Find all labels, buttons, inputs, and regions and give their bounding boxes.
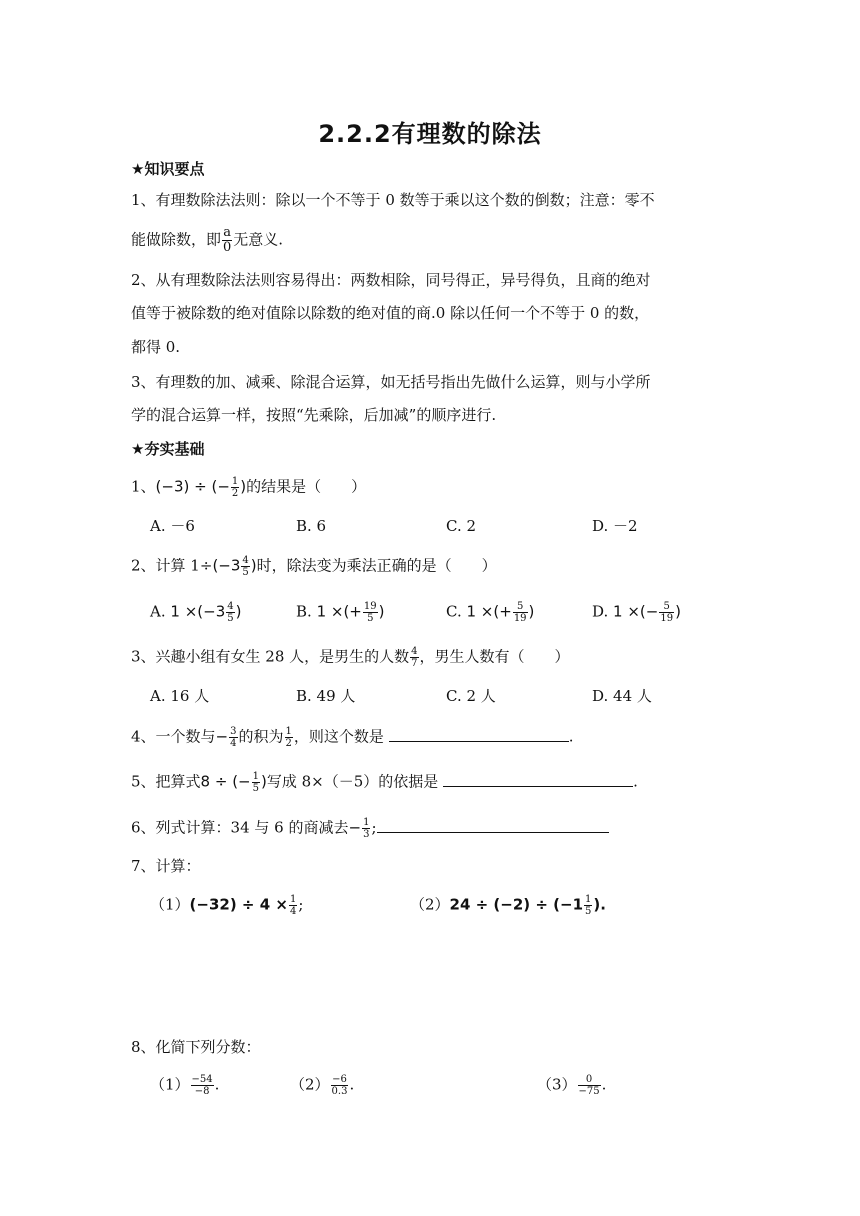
q1-option-d: D. －2 [592, 517, 638, 535]
q7-sub2-end: ). [593, 895, 606, 914]
q3-text-b: ，男生人数有（ ） [419, 647, 570, 666]
frac-num: 3 [230, 726, 237, 737]
frac-num: 0 [578, 1074, 601, 1086]
frac-num: 4 [227, 601, 234, 612]
q5-expr-a: 8 ÷ (− [200, 772, 251, 791]
option-expr-end: ) [675, 602, 681, 621]
q2-text-a: 2、计算 1÷ [131, 556, 213, 575]
knowledge-p1-text-b: 无意义. [233, 230, 284, 249]
q8-item-end: . [601, 1075, 607, 1094]
q5-expr-b: ) [261, 772, 267, 791]
q8-item-label: （2） [290, 1075, 330, 1094]
option-fraction [659, 601, 674, 624]
question-4 [131, 726, 573, 749]
q4-answer-blank[interactable] [389, 727, 569, 742]
knowledge-p2-line3: 都得 0. [131, 338, 181, 356]
option-label: D. [592, 602, 609, 621]
frac-num: −54 [191, 1074, 213, 1085]
question-6 [131, 817, 609, 840]
q8-item-fraction [578, 1074, 601, 1097]
frac-num: 1 [363, 817, 370, 828]
knowledge-p1-line1: 1、有理数除法法则：除以一个不等于 0 数等于乘以这个数的倒数；注意：零不 [131, 191, 655, 209]
question-8-title: 8、化简下列分数： [131, 1038, 261, 1056]
knowledge-p2-line1: 2、从有理数除法法则容易得出：两数相除，同号得正，异号得负，且商的绝对 [131, 271, 651, 289]
frac-num: a [223, 225, 232, 240]
option-label: C. [446, 602, 462, 621]
q8-item-1 [150, 1074, 219, 1097]
option-fraction [226, 601, 234, 624]
q4-text-c: ，则这个数是 [293, 727, 384, 746]
option-fraction [363, 601, 378, 624]
q8-item-2 [290, 1074, 354, 1097]
frac-den: 19 [513, 613, 527, 624]
q1-fraction [231, 476, 239, 499]
q2-option-d [592, 601, 681, 624]
frac-den: 19 [660, 613, 674, 624]
question-1 [131, 476, 366, 499]
knowledge-p1-text-a: 能做除数，即 [131, 230, 222, 249]
q7-sub1-label: （1） [150, 895, 190, 914]
q5-fraction [252, 771, 260, 794]
q8-item-end: . [349, 1075, 355, 1094]
q4-fraction-2 [285, 726, 293, 749]
frac-den: 7 [411, 658, 418, 669]
knowledge-p3-line1: 3、有理数的加、减乘、除混合运算，如无括号指出先做什么运算，则与小学所 [131, 373, 651, 391]
q8-item-label: （3） [537, 1075, 577, 1094]
q8-item-label: （1） [150, 1075, 190, 1094]
question-2 [131, 555, 497, 578]
q1-suffix: 的结果是（ ） [246, 477, 367, 496]
q6-fraction [362, 817, 370, 840]
frac-den: 2 [285, 738, 292, 749]
q2-option-a [150, 601, 241, 624]
frac-num: 1 [285, 726, 292, 737]
option-expr: 1 ×(− [613, 602, 659, 621]
frac-den: 4 [230, 738, 237, 749]
section-basics-heading: ★夯实基础 [131, 440, 205, 458]
q6-minus-sign: − [348, 818, 362, 837]
frac-num: 5 [513, 601, 528, 613]
q1-option-a: A. －6 [150, 517, 195, 535]
q8-item-fraction [331, 1074, 349, 1097]
frac-num: 1 [585, 894, 592, 905]
q4-minus-sign: − [215, 727, 229, 746]
option-expr-end: ) [235, 602, 242, 621]
question-5 [131, 771, 638, 794]
q5-text-b: 写成 8×（－5）的依据是 [266, 772, 439, 791]
frac-num: 1 [289, 894, 297, 905]
q2-fraction [241, 555, 249, 578]
q4-text-a: 4、一个数与 [131, 727, 216, 746]
frac-den: 5 [227, 613, 234, 624]
q7-sub2-fraction [584, 894, 592, 917]
q2-expr-b: ) [250, 556, 257, 575]
option-fraction [513, 601, 528, 624]
frac-num: 1 [231, 476, 239, 487]
q7-sub1-fraction [289, 894, 297, 917]
q3-option-b: B. 49 人 [296, 687, 356, 705]
frac-den: 5 [252, 783, 259, 794]
option-expr: 1 ×(+ [316, 602, 362, 621]
frac-num: 5 [659, 601, 674, 613]
frac-den: 5 [585, 906, 592, 917]
q2-option-c [446, 601, 534, 624]
option-label: A. [150, 602, 166, 621]
page-title: 2.2.2有理数的除法 [318, 120, 542, 148]
q4-text-b: 的积为 [238, 727, 284, 746]
q5-end: . [633, 772, 638, 791]
frac-num: 19 [363, 601, 377, 612]
question-3 [131, 646, 570, 669]
q8-item-fraction [191, 1074, 214, 1097]
q2-option-b [296, 601, 384, 624]
q1-option-b: B. 6 [296, 517, 327, 535]
q7-subquestion-1 [150, 894, 303, 917]
q1-option-c: C. 2 [446, 517, 477, 535]
frac-den: 3 [363, 829, 370, 840]
option-expr: 1 ×(−3 [170, 602, 226, 621]
q6-text-b: ; [371, 818, 377, 837]
frac-den: 5 [367, 613, 374, 624]
q7-sub1-expr: (−32) ÷ 4 × [189, 895, 288, 914]
knowledge-p3-line2: 学的混合运算一样，按照“先乘除，后加减”的顺序进行. [131, 406, 497, 424]
frac-den: −8 [194, 1086, 210, 1097]
q6-answer-blank[interactable] [377, 818, 609, 833]
q8-item-3 [537, 1074, 606, 1097]
frac-num: 1 [252, 771, 259, 782]
q1-expr-b: ) [240, 477, 247, 496]
q7-subquestion-2 [410, 894, 606, 917]
section-knowledge-heading: ★知识要点 [131, 160, 205, 178]
q4-end: . [568, 727, 574, 746]
frac-den: 5 [242, 567, 249, 578]
option-label: B. [296, 602, 312, 621]
knowledge-p1-line2 [131, 226, 283, 255]
q1-number: 1、 [131, 477, 156, 496]
q3-option-a: A. 16 人 [150, 687, 210, 705]
option-expr: 1 ×(+ [466, 602, 512, 621]
fraction-a-over-0 [222, 226, 232, 255]
frac-num: 4 [411, 646, 418, 657]
q3-option-c: C. 2 人 [446, 687, 496, 705]
question-7-title: 7、计算： [131, 857, 201, 875]
q5-text-a: 5、把算式 [131, 772, 201, 791]
frac-num: −6 [332, 1074, 347, 1085]
q4-fraction-1 [229, 726, 237, 749]
q7-sub1-end: ; [298, 895, 304, 914]
frac-den: −75 [578, 1086, 600, 1097]
option-expr-end: ) [378, 602, 385, 621]
q2-expr-a: (−3 [212, 556, 241, 575]
frac-num: 4 [242, 555, 249, 566]
q7-sub2-expr: 24 ÷ (−2) ÷ (−1 [449, 895, 584, 914]
q8-item-end: . [214, 1075, 220, 1094]
frac-den: 0.3 [331, 1086, 348, 1097]
q3-option-d: D. 44 人 [592, 687, 652, 705]
frac-den: 0 [223, 240, 232, 255]
knowledge-p2-line2: 值等于被除数的绝对值除以除数的绝对值的商.0 除以任何一个不等于 0 的数， [131, 304, 650, 322]
q3-fraction [410, 646, 418, 669]
q3-text-a: 3、兴趣小组有女生 28 人，是男生的人数 [131, 647, 410, 666]
q1-expr-a: (−3) ÷ (− [155, 477, 230, 496]
q7-sub2-label: （2） [410, 895, 450, 914]
q5-answer-blank[interactable] [443, 772, 633, 787]
option-expr-end: ) [528, 602, 535, 621]
frac-den: 2 [231, 488, 239, 499]
q2-suffix: 时，除法变为乘法正确的是（ ） [256, 556, 497, 575]
frac-den: 4 [289, 906, 297, 917]
q6-text-a: 6、列式计算：34 与 6 的商减去 [131, 818, 349, 837]
